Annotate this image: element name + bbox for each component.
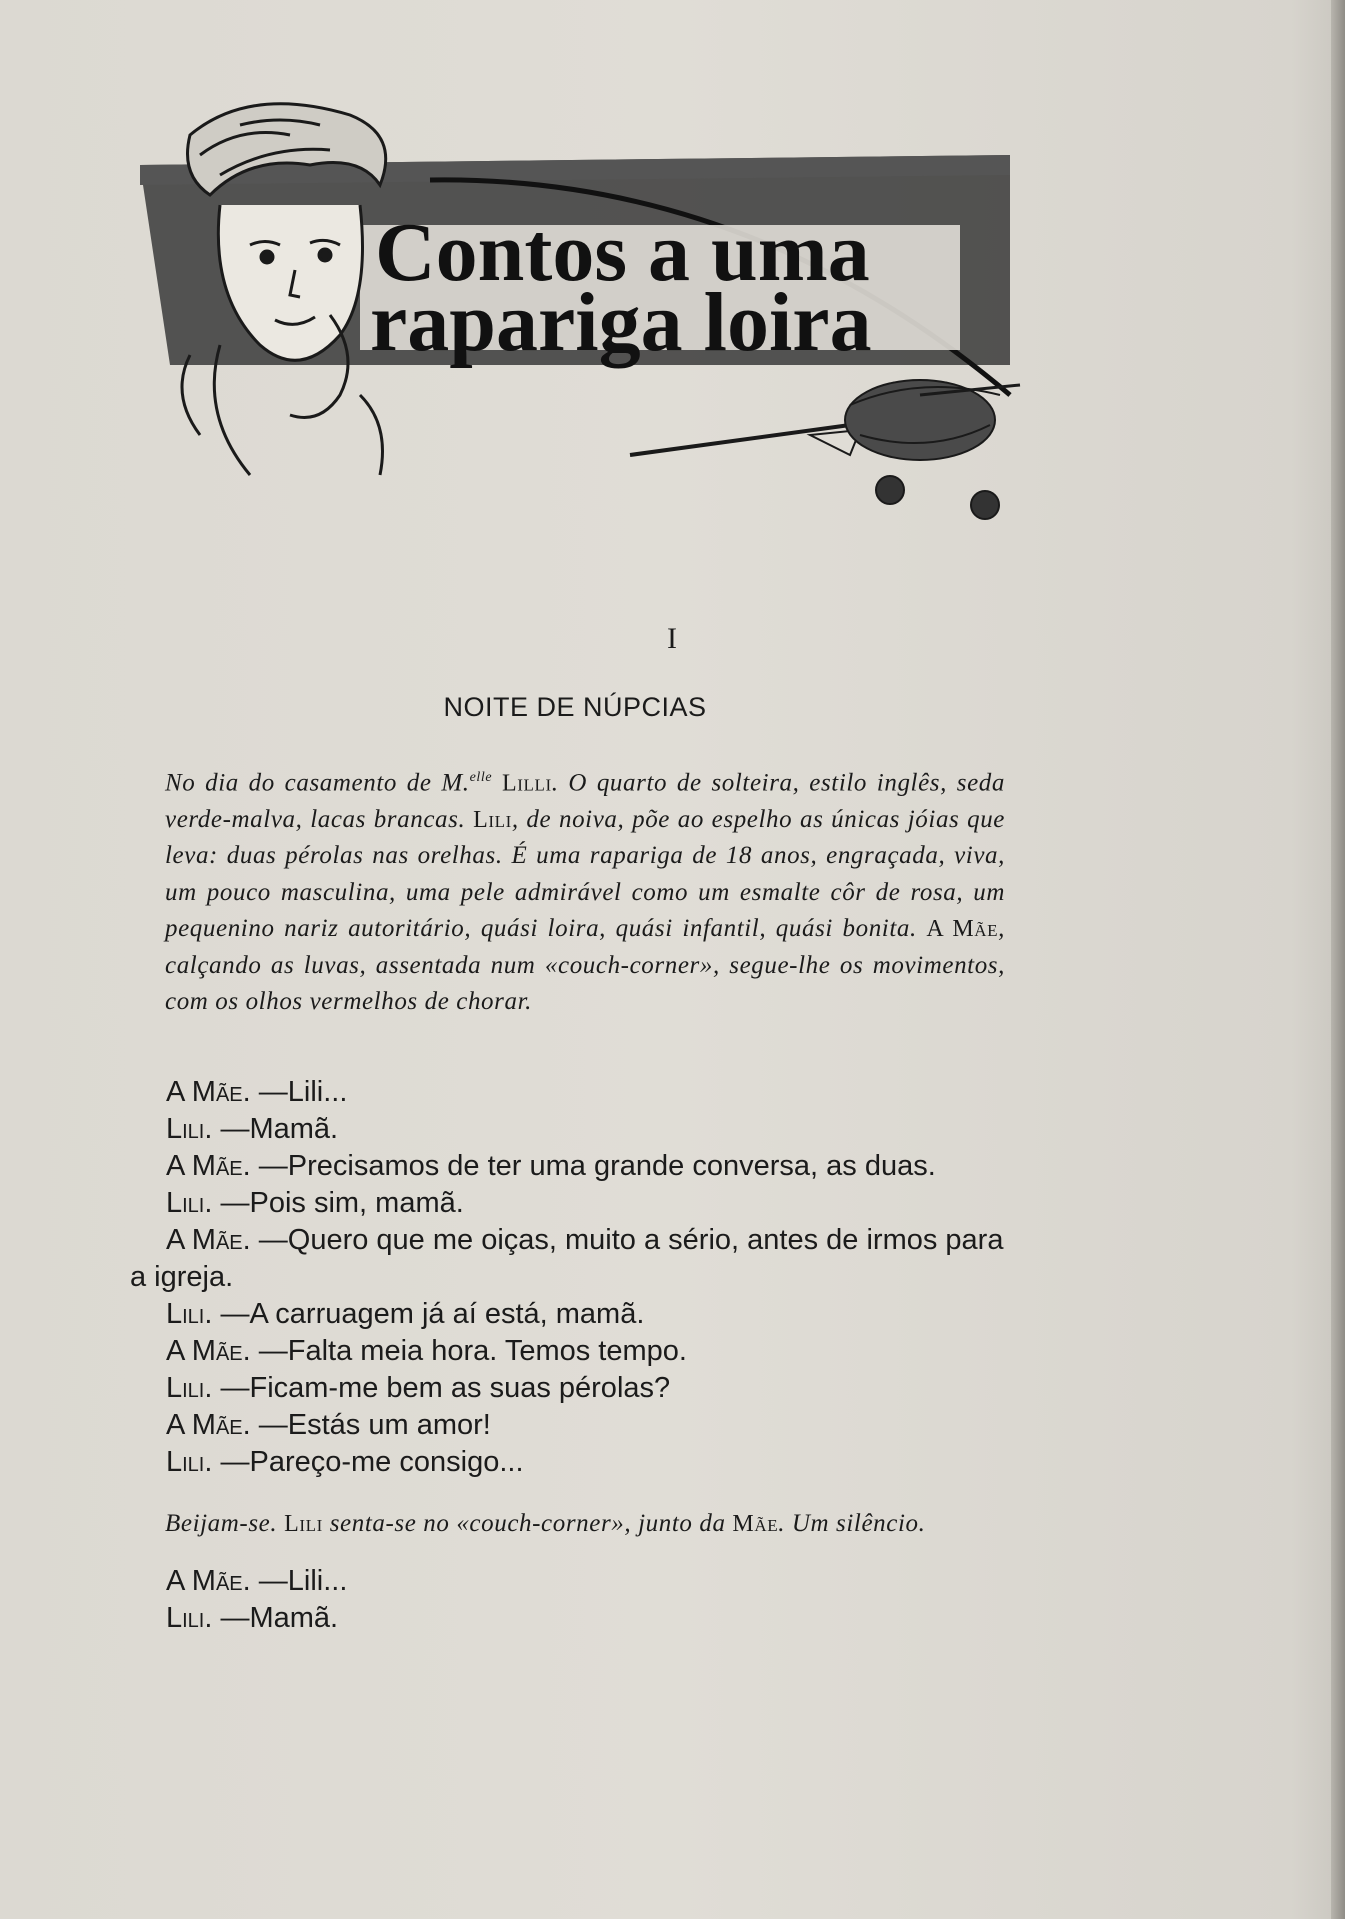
stage-text: . Um silêncio. — [778, 1510, 926, 1537]
character-name: Lili — [284, 1511, 323, 1537]
dialogue-line — [130, 1111, 1010, 1148]
stage-direction-2 — [165, 1510, 1005, 1538]
speech: —Lili... — [258, 1565, 348, 1597]
character-name: Lili — [473, 806, 512, 833]
dialogue-line — [130, 1185, 1010, 1222]
speaker: A Mãe. — [166, 1565, 251, 1597]
speaker: Lili. — [166, 1298, 213, 1330]
speaker: A Mãe. — [166, 1335, 251, 1367]
stage-text: , calçando as luvas, assentada num «couch-corner», segue-lhe os movimentos, com os olhos vermelhos de chorar. — [165, 915, 1006, 1016]
speech: —Mamã. — [220, 1602, 339, 1634]
stage-direction — [165, 760, 1005, 1021]
speaker: A Mãe. — [166, 1224, 251, 1256]
speaker: A Mãe. — [166, 1409, 251, 1441]
stage-text: . O quarto de solteira, estilo inglês, seda verde-malva, lacas brancas. — [165, 769, 1005, 833]
speech: —Mamã. — [220, 1113, 339, 1145]
character-name: Lilli — [502, 770, 552, 797]
dialogue-line — [130, 1563, 1010, 1600]
dialogue-line — [130, 1600, 1010, 1637]
speech: —Lili... — [258, 1076, 348, 1108]
dialogue-line — [130, 1222, 1010, 1296]
dialogue-line — [130, 1296, 1010, 1333]
header-illustration — [130, 95, 1050, 535]
dialogue-line — [130, 1407, 1010, 1444]
stage-text: Beijam-se. — [165, 1510, 285, 1537]
speech: —Pareço-me consigo... — [220, 1446, 524, 1478]
header-title-line2: rapariga loira — [370, 276, 872, 369]
stage-text: , de noiva, põe ao espelho as únicas jóias que leva: duas pérolas nas orelhas. É uma rapariga de 18 anos, engraçada, viva, um pouco masculina, uma pele admirável como um esmalte côr de rosa, um pequenino nariz autoritário, quási loira, quási infantil, quási bonita. — [165, 805, 1006, 943]
header-title-line1: Contos a uma — [375, 206, 870, 299]
speech: —Quero que me oiças, muito a sério, antes de irmos para a igreja. — [130, 1224, 1004, 1293]
page-edge — [1331, 0, 1345, 1919]
speaker: Lili. — [166, 1372, 213, 1404]
speech: —Estás um amor! — [258, 1409, 491, 1441]
dialogue-block-2 — [130, 1563, 1010, 1637]
speech: —Pois sim, mamã. — [220, 1187, 464, 1219]
chapter-number: I — [667, 622, 678, 655]
dialogue-line — [130, 1074, 1010, 1111]
speaker: A Mãe. — [166, 1150, 251, 1182]
speech: —A carruagem já aí está, mamã. — [220, 1298, 645, 1330]
dialogue-line — [130, 1444, 1010, 1481]
stage-text: No dia do casamento de M. — [165, 769, 470, 797]
speech: —Precisamos de ter uma grande conversa, as duas. — [258, 1150, 936, 1182]
dialogue-line — [130, 1148, 1010, 1185]
stage-text: senta-se no «couch-corner», junto da — [322, 1510, 733, 1537]
stage-superscript: elle — [469, 770, 493, 785]
dialogue-line — [130, 1333, 1010, 1370]
dialogue-block — [130, 1074, 1010, 1481]
speech: —Falta meia hora. Temos tempo. — [258, 1335, 687, 1367]
character-name: Mãe — [732, 1511, 779, 1537]
speech: —Ficam-me bem as suas pérolas? — [220, 1372, 671, 1404]
character-name: A Mãe — [926, 916, 999, 943]
speaker: Lili. — [166, 1187, 213, 1219]
speaker: A Mãe. — [166, 1076, 251, 1108]
speaker: Lili. — [166, 1113, 213, 1145]
speaker: Lili. — [166, 1446, 213, 1478]
stage-text — [492, 769, 502, 796]
chapter-title: NOITE DE NÚPCIAS — [443, 692, 707, 722]
dialogue-line — [130, 1370, 1010, 1407]
speaker: Lili. — [166, 1602, 213, 1634]
